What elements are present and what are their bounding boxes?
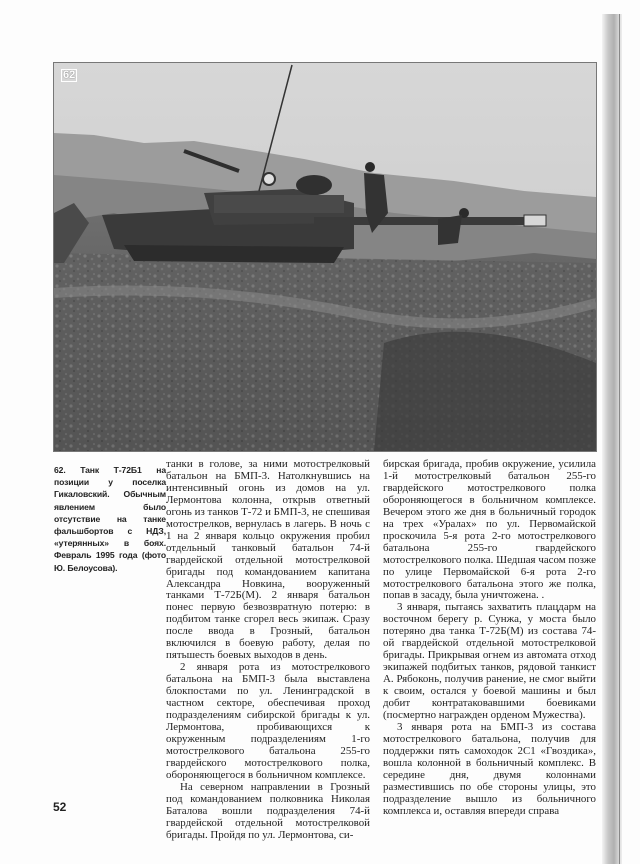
text-column-1 [166, 459, 370, 842]
page-edge-line [619, 14, 620, 864]
paragraph: бирская бригада, пробив окружение, усилила 1-й мотострелковый батальон 255-го гвардейского мотострелкового полка обороняющегося в больничном комплексе. Вечером этого же дня в больничный городок на трех «Уралах» по ул. Первомайской проскочила 5-я рота 2-го мотострелкового батальона 255-го гвардейского мотострелкового полка. Шедшая часом позже по улице Первомайской 6-я рота 2-го мотострелкового батальона этого же полка, попав в засаду, была уничтожена. . [383, 458, 596, 602]
photo-number-badge: 62 [63, 69, 76, 81]
text-column-2 [383, 459, 596, 818]
page-number: 52 [53, 800, 67, 814]
paragraph: 3 января, пытаясь захватить плацдарм на восточном берегу р. Сунжа, у моста было потеряно два танка Т-72Б(М) из состава 74-ой гвардейской отдельной мотострелковой бригады. Прикрывая огнем из автомата отход экипажей подбитых танков, рядовой танкист А. Рябоконь, получив ранение, не смог выйти к своим, остался у боевой машины и был добит контратаковавшими боевиками (посмертно награжден орденом Мужества). [383, 601, 596, 722]
paragraph: 3 января рота на БМП-3 из состава мотострелкового батальона, получив для поддержки пять самоходок 2С1 «Гвоздика», вошла колонной в больничный комплекс. В середине дня, двумя колоннами разместившись по обе стороны улицы, это подразделение вышло из больничного комплекса и, оставляя впереди справа [383, 720, 596, 817]
photo-tank [53, 62, 597, 452]
paragraph: танки в голове, за ними мотострелковый батальон на БМП-3. Натолкнувшись на интенсивный огонь из домов на ул. Лермонтова колонна, открыв ответный огонь из танков Т-72 и БМП-3, не спешивая мотострелков, вернулась в лагерь. В ночь с 1 на 2 января кольцо окружения пробил отдельный танковый батальон 74-й гвардейской отдельной мотострелковой бригады под командованием капитана Александра Новкина, вооруженный танками Т-72Б(М). 2 января батальон понес первую безвозвратную потерю: в подбитом танке сгорел весь экипаж. Сразу после ввода в Грозный, батальон включился в боевую работу, делая по пятьшесть боевых выходов в день. [166, 458, 370, 662]
paragraph: На северном направлении в Грозный под командованием полковника Николая Баталова вошли подразделения 74-й гвардейской отдельной мотострелковой бригады. Пройдя по ул. Лермонтова, си- [166, 780, 370, 841]
tank-photo-illustration [54, 63, 596, 451]
photo-caption: 62. Танк Т-72Б1 на позиции у поселка Гикаловский. Обычным явлением было отсутствие на танке фальшбортов с НДЗ, «утерянных» в боях. Февраль 1995 года (фото Ю. Белоусова). [54, 465, 166, 573]
paragraph: 2 января рота из мотострелкового батальона на БМП-3 была выставлена блокпостами по ул. Ленинградской в частном секторе, обеспечивая проход подразделениям сибирской бригады к ул. Лермонтова, пробивающихся к окруженным подразделениям 1-го мотострелкового батальона 255-го гвардейского мотострелкового полка, обороняющегося в больничном комплексе. [166, 661, 370, 781]
